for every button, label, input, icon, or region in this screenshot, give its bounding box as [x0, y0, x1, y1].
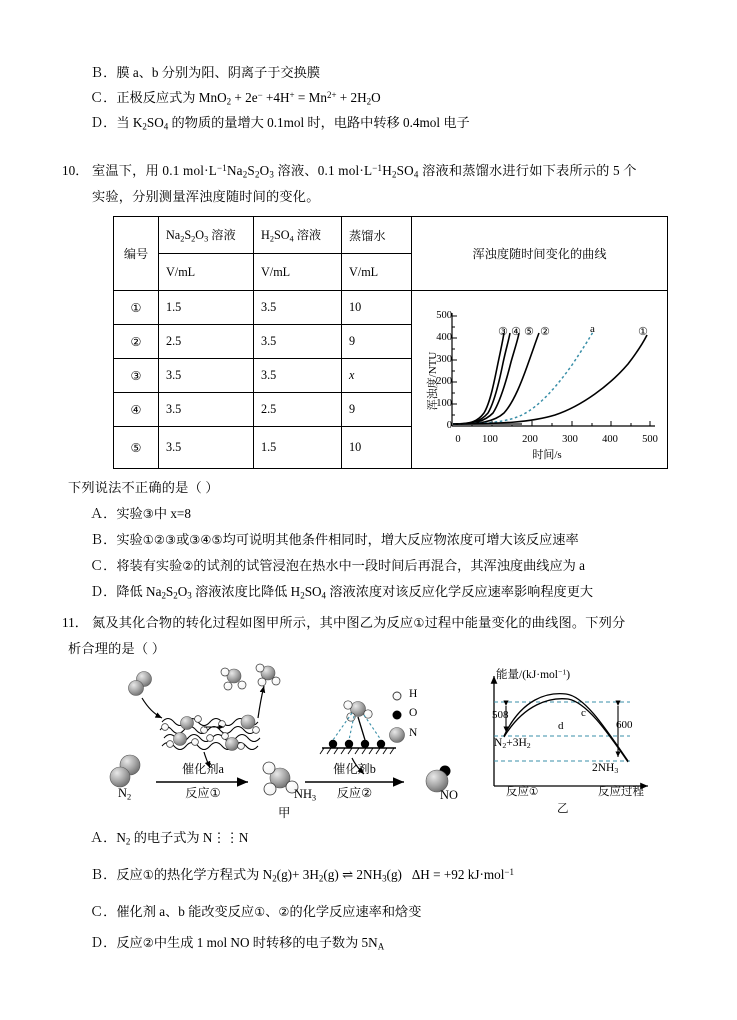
table-header-chart: 浑浊度随时间变化的曲线 — [412, 217, 668, 291]
figure-yi — [480, 664, 680, 814]
arrow1-top-label: 催化剂a — [182, 762, 224, 776]
arrow2-bottom-label: 反应② — [336, 785, 373, 800]
xtick-500: 500 — [642, 434, 658, 445]
row-h2so4: 3.5 — [254, 325, 342, 359]
xtick-300: 300 — [562, 434, 578, 445]
row-no: ② — [114, 325, 159, 359]
q9-option-d: Ｄ．当 $K_2SO_4$ 的物质的量增大 0.1mol 时，电路中转移 0.4mol 电子 — [90, 115, 470, 132]
q10-option-a: Ａ．实验③中 x=8 — [90, 506, 191, 521]
table-row — [114, 291, 668, 325]
row-no: ① — [114, 291, 159, 325]
turbidity-chart — [412, 291, 667, 460]
curve-label-a: a — [590, 323, 595, 335]
xtick-0: 0 — [455, 434, 461, 445]
row-no: ⑤ — [114, 427, 159, 469]
ytick-500: 500 — [436, 310, 452, 321]
arrow2-top-label: 催化剂b — [333, 762, 376, 776]
row-water: 9 — [342, 325, 412, 359]
legend-label-o: O — [409, 707, 418, 719]
xtick-100: 100 — [482, 434, 498, 445]
row-h2so4: 2.5 — [254, 393, 342, 427]
q10-option-d: Ｄ．降低 $Na_2S_2O_3$ 溶液浓度比降低 $H_2SO_4$ 溶液浓度对该反应化学反应速率影响程度更大 — [90, 584, 594, 601]
curve-label-2: ② — [540, 325, 550, 338]
ytick-400: 400 — [436, 332, 452, 343]
xtick-200: 200 — [522, 434, 538, 445]
q9-option-c: Ｃ．正极反应式为 $MnO_2 + 2e^- +4H^+ = Mn^{2+} + 2H_2O$ — [90, 89, 381, 107]
x-left-label: 反应① — [506, 786, 539, 798]
chart-svg — [412, 291, 667, 460]
row-na2s2o3: 2.5 — [159, 325, 254, 359]
figure-jia-caption: 甲 — [278, 806, 291, 820]
nh3-product-molecules — [221, 664, 280, 690]
curve-label-1: ① — [638, 325, 648, 338]
ytick-300: 300 — [436, 354, 452, 365]
q11-stem-line1: 氮及其化合物的转化过程如图甲所示，其中图乙为反应①过程中能量变化的曲线图。下列分 — [92, 615, 626, 630]
row-water: 10 — [342, 291, 412, 325]
ytick-100: 100 — [436, 398, 452, 409]
row-water: 9 — [342, 393, 412, 427]
q11-number: 11． — [62, 615, 88, 630]
n2-molecule — [110, 755, 140, 787]
energy-curve-c — [504, 694, 628, 761]
curve-label-3: ③ — [498, 325, 508, 338]
option-letter: Ｄ． — [90, 115, 117, 130]
ytick-0: 0 — [446, 420, 452, 431]
curve-d-label: d — [558, 720, 564, 732]
legend-label-h: H — [409, 688, 418, 700]
row-water: 10 — [342, 427, 412, 469]
table-unit-na2s2o3: V/mL — [159, 254, 254, 291]
q10-option-c: Ｃ．将装有实验②的试剂的试管浸泡在热水中一段时间后再混合，其浑浊度曲线应为 a — [90, 558, 586, 573]
product-state-label: $2NH_3$ — [592, 762, 619, 776]
q10-number: 10． — [62, 163, 89, 178]
table-unit-h2so4: V/mL — [254, 254, 342, 291]
table-header-water: 蒸馏水 — [342, 217, 412, 254]
nh3-molecule — [263, 762, 298, 795]
table-header-row — [114, 217, 668, 254]
table-header-no: 编号 — [114, 217, 159, 291]
turbidity-chart-cell — [412, 291, 668, 469]
curve-label-5: ⑤ — [524, 325, 534, 338]
q11-option-a: Ａ．$N_2$ 的电子式为 N⋮⋮N — [90, 830, 249, 847]
chart-xlabel: 时间/s — [532, 449, 562, 461]
chart-ylabel: 浑浊度/NTU — [427, 351, 439, 411]
label-n2: $N_2$ — [118, 786, 132, 802]
figure-legend — [390, 692, 405, 743]
activation-value: 508 — [492, 709, 509, 721]
ytick-200: 200 — [436, 376, 452, 387]
row-h2so4: 3.5 — [254, 359, 342, 393]
xtick-400: 400 — [602, 434, 618, 445]
label-no: NO — [440, 788, 458, 802]
option-letter: Ｃ． — [90, 90, 117, 105]
option-letter: Ｂ． — [90, 65, 117, 80]
row-na2s2o3: 3.5 — [159, 359, 254, 393]
reactant-state-label: $N_2+3H_2$ — [494, 737, 531, 751]
figure-jia — [100, 660, 480, 820]
row-na2s2o3: 1.5 — [159, 291, 254, 325]
row-h2so4: 3.5 — [254, 291, 342, 325]
q11-option-b: Ｂ．反应①的热化学方程式为 $N_2(g)+ 3H_2(g)$ ⇌ $2NH_3(g) \Delta H = +92$ kJ·mol$^{-1}$ — [90, 866, 514, 884]
catalyst-b-surface — [320, 701, 396, 754]
label-nh3: $NH_3$ — [294, 787, 317, 803]
row-na2s2o3: 3.5 — [159, 427, 254, 469]
q11-option-c: Ｃ．催化剂 a、b 能改变反应①、②的化学反应速率和焓变 — [90, 904, 422, 919]
q10-option-b: Ｂ．实验①②③或③④⑤均可说明其他条件相同时，增大反应物浓度可增大该反应速率 — [90, 532, 579, 547]
row-no: ④ — [114, 393, 159, 427]
curve-c-label: c — [581, 707, 586, 719]
table-header-h2so4: $H_2SO_4$ 溶液 — [254, 217, 342, 254]
table-header-na2s2o3: $Na_2S_2O_3$ 溶液 — [159, 217, 254, 254]
row-no: ③ — [114, 359, 159, 393]
energy-ylabel: 能量/(kJ·mol$^{-1}$) — [496, 667, 571, 681]
table-unit-water: V/mL — [342, 254, 412, 291]
energy-xlabel: 反应过程 — [598, 786, 644, 798]
q9-option-b: Ｂ．膜 a、b 分别为阳、阴离子于交换膜 — [90, 65, 321, 80]
figure-jia-svg — [100, 660, 480, 810]
n2-incoming-molecule — [129, 672, 152, 696]
q11-option-d: Ｄ．反应②中生成 1 mol NO 时转移的电子数为 $5N_A$ — [90, 935, 385, 952]
row-h2so4: 1.5 — [254, 427, 342, 469]
energy-curve-d — [504, 699, 628, 762]
q10-prompt: 下列说法不正确的是（ ） — [68, 480, 219, 495]
curve-label-4: ④ — [511, 325, 521, 338]
legend-label-n: N — [409, 727, 418, 739]
release-value: 600 — [616, 719, 633, 731]
experiment-table — [113, 216, 668, 469]
row-water: x — [342, 359, 412, 393]
q11-stem-line2: 析合理的是（ ） — [68, 641, 166, 656]
row-na2s2o3: 3.5 — [159, 393, 254, 427]
q10-stem-line1: 室温下，用 0.1 $mol\cdot L^{-1}Na_2S_2O_3$ 溶液、0.1 $mol\cdot L^{-1}H_2SO_4$ 溶液和蒸馏水进行如下表所示的 5 个 — [92, 162, 637, 180]
q10-stem-line2: 实验，分别测量浑浊度随时间的变化。 — [92, 189, 320, 204]
arrow1-bottom-label: 反应① — [185, 785, 221, 800]
figure-yi-caption: 乙 — [557, 803, 569, 815]
